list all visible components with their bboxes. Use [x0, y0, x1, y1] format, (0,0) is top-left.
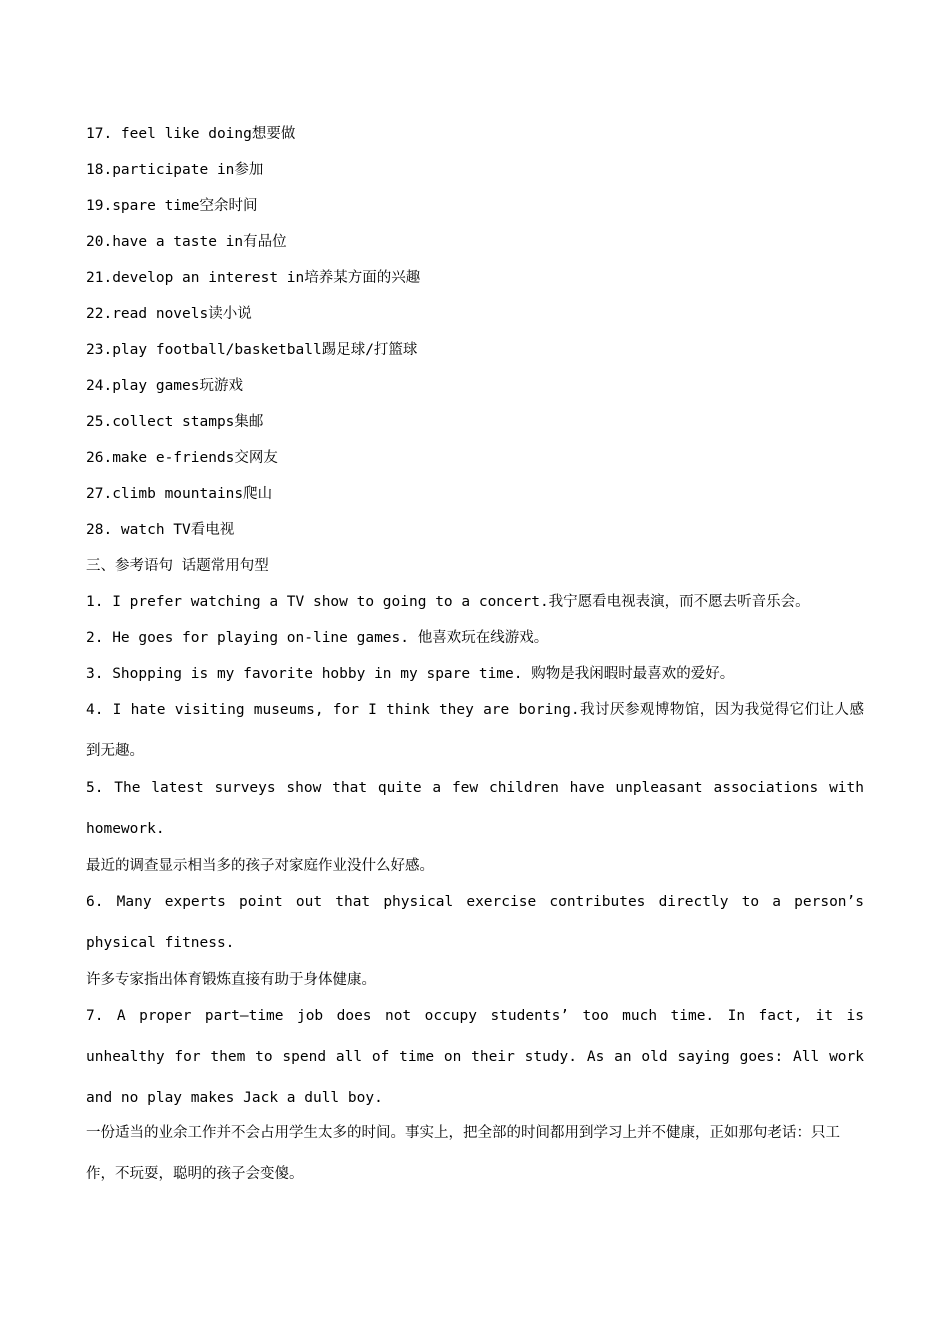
phrase-19: 19.spare time空余时间: [86, 198, 258, 214]
sentence-6-english: 6. Many experts point out that physical exercise contributes directly to a person’s physical fitness.: [86, 894, 864, 951]
sentence-7-english: 7. A proper part—time job does not occupy students’ too much time. In fact, it is unhealthy for them to spend all of time on their study. As an old saying goes: All work and no play makes Jack a dull boy.: [86, 1008, 864, 1106]
sentence-7-chinese: 一份适当的业余工作并不会占用学生太多的时间。事实上，把全部的时间都用到学习上并不健康，正如那句老话：只工作，不玩耍，聪明的孩子会变傻。: [86, 1125, 840, 1182]
sentence-2: 2. He goes for playing on-line games. 他喜欢玩在线游戏。: [86, 630, 549, 646]
sentence-3: 3. Shopping is my favorite hobby in my spare time. 购物是我闲暇时最喜欢的爱好。: [86, 666, 735, 682]
phrase-21: 21.develop an interest in培养某方面的兴趣: [86, 270, 421, 286]
phrase-27: 27.climb mountains爬山: [86, 486, 273, 502]
phrase-18: 18.participate in参加: [86, 162, 264, 178]
section-heading: 三、参考语句 话题常用句型: [86, 558, 269, 574]
phrase-26: 26.make e-friends交网友: [86, 450, 278, 466]
phrase-23: 23.play football/basketball踢足球/打篮球: [86, 342, 418, 358]
document-page: [86, 124, 864, 1195]
phrase-22: 22.read novels读小说: [86, 306, 252, 322]
phrase-17: 17. feel like doing想要做: [86, 126, 296, 142]
phrase-25: 25.collect stamps集邮: [86, 414, 264, 430]
phrase-20: 20.have a taste in有品位: [86, 234, 287, 250]
sentence-4: 4. I hate visiting museums, for I think they are boring.我讨厌参观博物馆，因为我觉得它们让人感到无趣。: [86, 702, 864, 759]
sentence-6-chinese: 许多专家指出体育锻炼直接有助于身体健康。: [86, 972, 376, 988]
sentence-5-english: 5. The latest surveys show that quite a few children have unpleasant associations with homework.: [86, 780, 864, 837]
sentence-5-chinese: 最近的调查显示相当多的孩子对家庭作业没什么好感。: [86, 858, 434, 874]
phrase-28: 28. watch TV看电视: [86, 522, 235, 538]
phrase-24: 24.play games玩游戏: [86, 378, 243, 394]
sentence-1: 1. I prefer watching a TV show to going to a concert.我宁愿看电视表演，而不愿去听音乐会。: [86, 594, 810, 610]
